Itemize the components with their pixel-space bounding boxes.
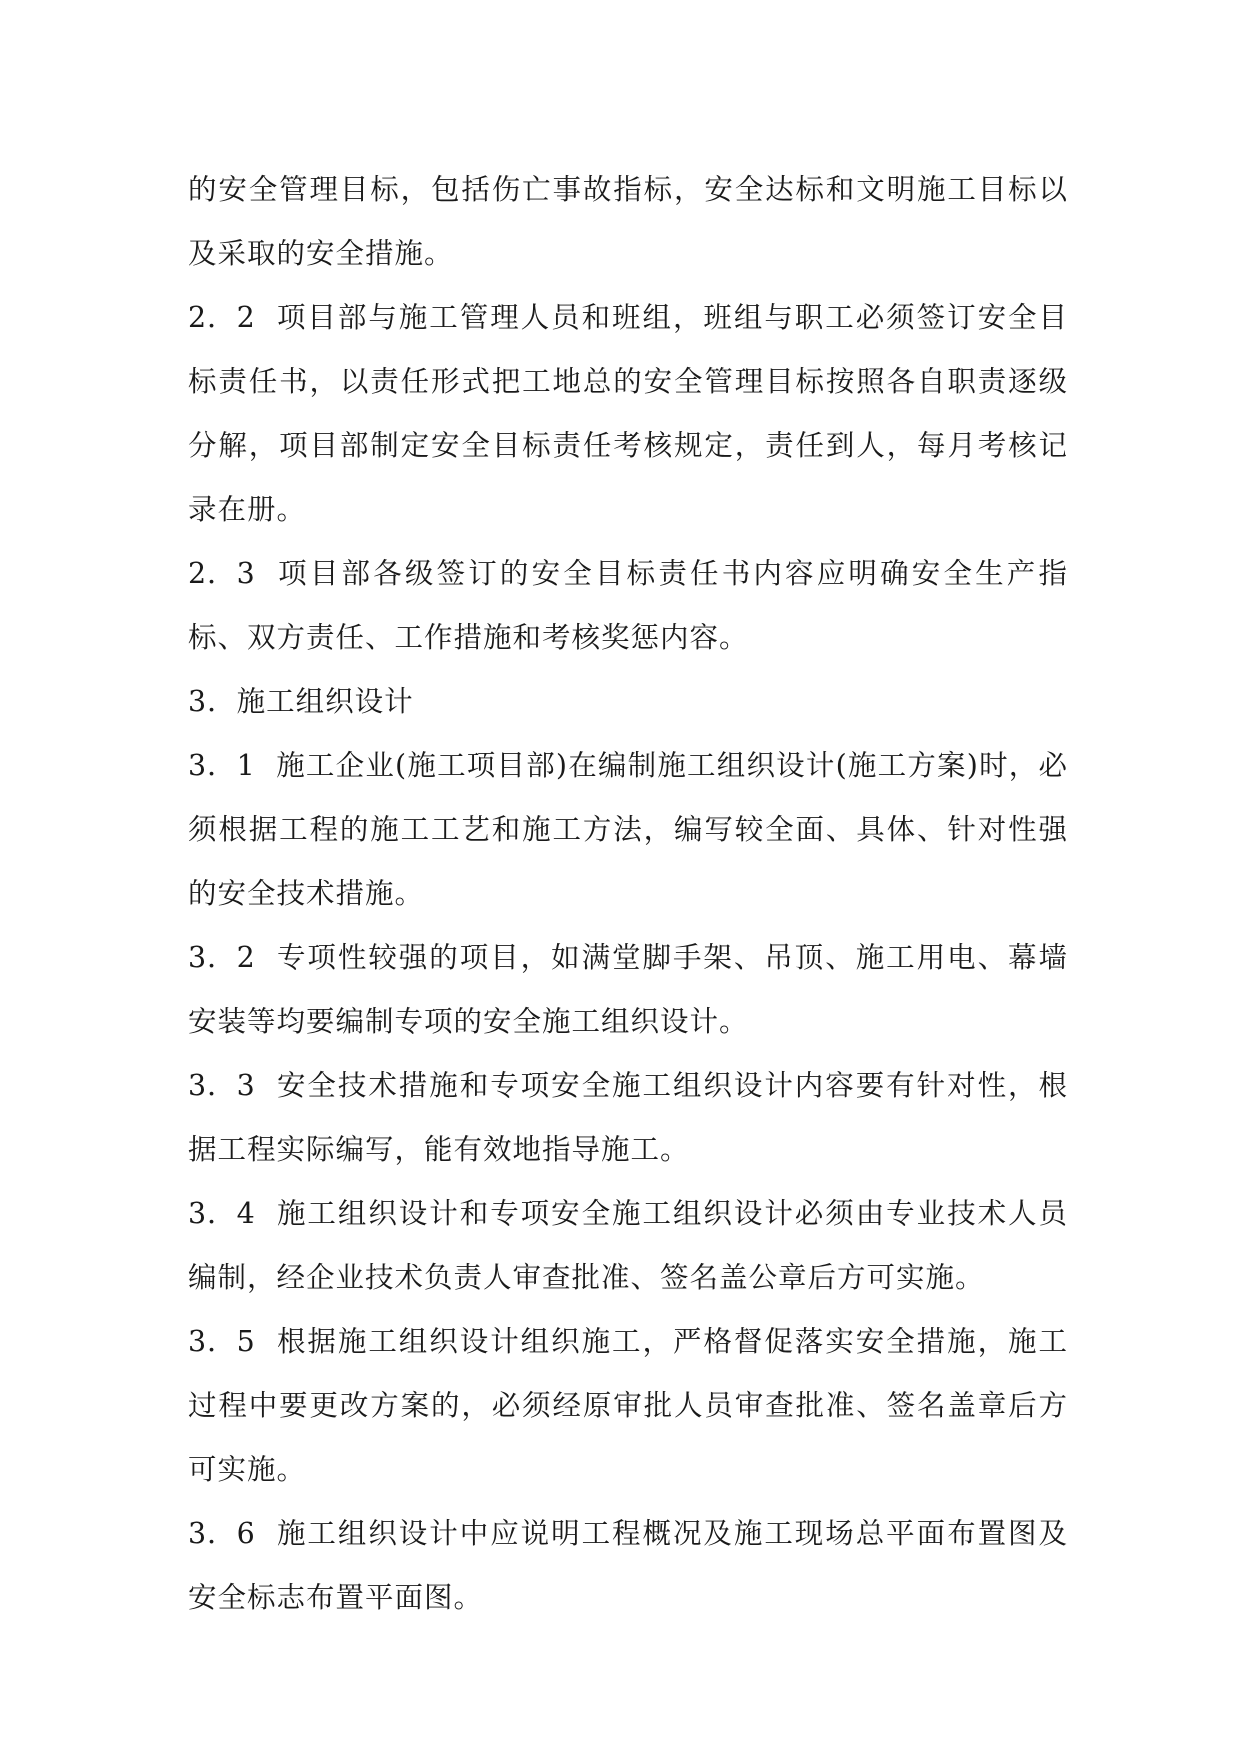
paragraph-text: 项目部与施工管理人员和班组，班组与职工必须签订安全目标责任书，以责任形式把工地总的安全管理目标按照各自职责逐级分解，项目部制定安全目标责任考核规定，责任到人，每月考核记录在册。 bbox=[188, 301, 1068, 526]
paragraph-text: 施工组织设计中应说明工程概况及施工现场总平面布置图及安全标志布置平面图。 bbox=[188, 1517, 1068, 1614]
paragraph-text: 安全技术措施和专项安全施工组织设计内容要有针对性，根据工程实际编写，能有效地指导施工。 bbox=[188, 1069, 1068, 1166]
section-heading bbox=[188, 670, 1068, 734]
section-number: 3．6 bbox=[188, 1517, 256, 1550]
paragraph-text: 的安全管理目标，包括伤亡事故指标，安全达标和文明施工目标以及采取的安全措施。 bbox=[188, 173, 1068, 270]
paragraph bbox=[188, 1310, 1068, 1502]
document-body bbox=[188, 158, 1068, 1630]
paragraph-text: 专项性较强的项目，如满堂脚手架、吊顶、施工用电、幕墙安装等均要编制专项的安全施工组织设计。 bbox=[188, 941, 1068, 1038]
section-number: 3．3 bbox=[188, 1069, 256, 1102]
paragraph-text: 项目部各级签订的安全目标责任书内容应明确安全生产指标、双方责任、工作措施和考核奖惩内容。 bbox=[188, 557, 1068, 654]
paragraph bbox=[188, 1182, 1068, 1310]
paragraph-text: 施工企业(施工项目部)在编制施工组织设计(施工方案)时，必须根据工程的施工工艺和施工方法，编写较全面、具体、针对性强的安全技术措施。 bbox=[188, 749, 1068, 910]
section-number: 3．5 bbox=[188, 1325, 256, 1358]
paragraph bbox=[188, 734, 1068, 926]
section-number: 3．4 bbox=[188, 1197, 256, 1230]
paragraph bbox=[188, 1054, 1068, 1182]
section-number: 3．2 bbox=[188, 941, 256, 974]
heading-text: 3．施工组织设计 bbox=[188, 685, 414, 718]
paragraph-text: 根据施工组织设计组织施工，严格督促落实安全措施，施工过程中要更改方案的，必须经原审批人员审查批准、签名盖章后方可实施。 bbox=[188, 1325, 1068, 1486]
section-number: 2．3 bbox=[188, 557, 256, 590]
section-number: 3．1 bbox=[188, 749, 256, 782]
paragraph bbox=[188, 158, 1068, 286]
paragraph bbox=[188, 286, 1068, 542]
section-number: 2．2 bbox=[188, 301, 256, 334]
paragraph bbox=[188, 926, 1068, 1054]
paragraph-text: 施工组织设计和专项安全施工组织设计必须由专业技术人员编制，经企业技术负责人审查批准、签名盖公章后方可实施。 bbox=[188, 1197, 1068, 1294]
paragraph bbox=[188, 542, 1068, 670]
paragraph bbox=[188, 1502, 1068, 1630]
